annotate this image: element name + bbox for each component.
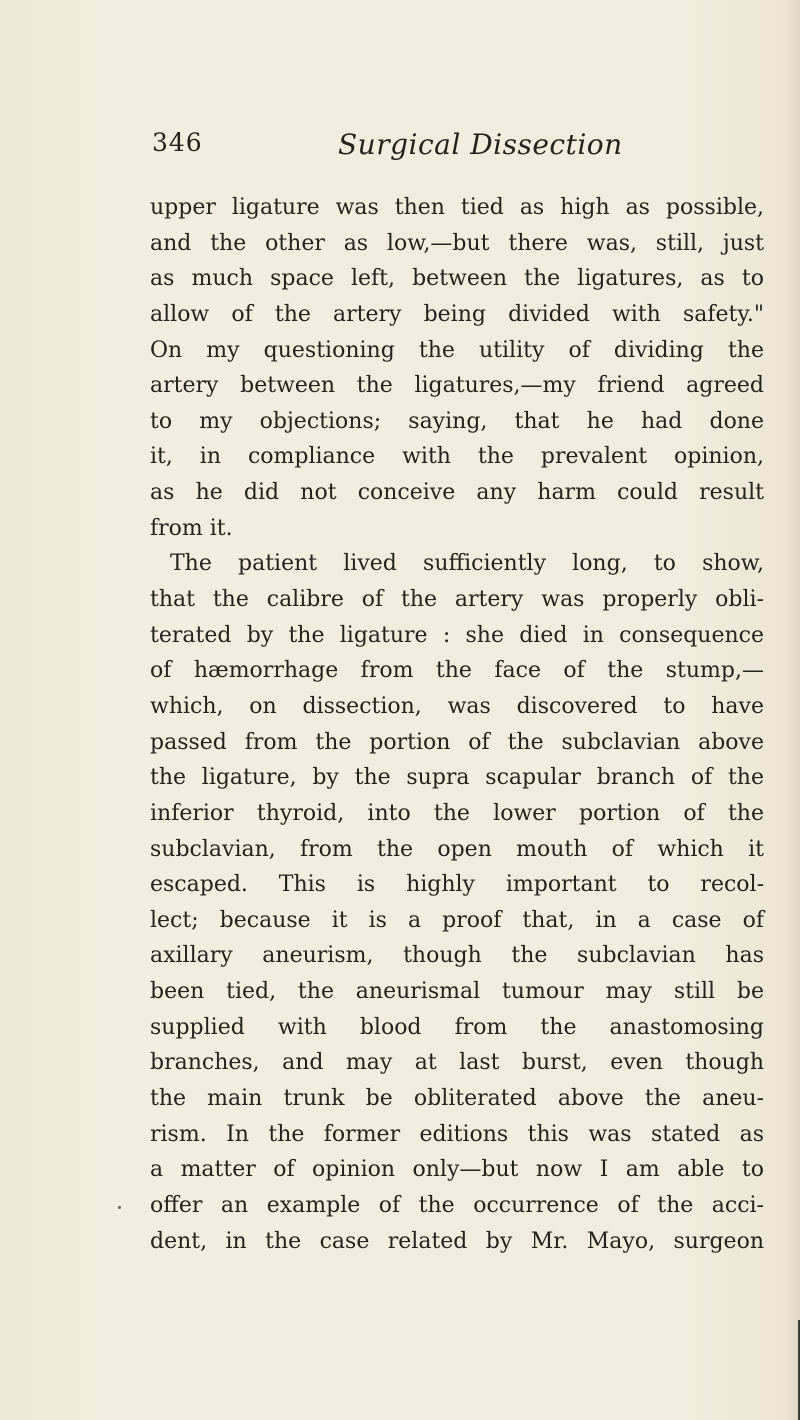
text-line: it, in compliance with the prevalent opinion,: [150, 444, 764, 470]
text-line: of hæmorrhage from the face of the stump,—: [150, 658, 764, 684]
text-line: passed from the portion of the subclavian above: [150, 729, 764, 755]
margin-mark: [118, 1206, 121, 1209]
text-line: On my questioning the utility of dividing the: [150, 337, 764, 363]
text-line: the ligature, by the supra scapular branch of the: [150, 765, 764, 791]
running-title: Surgical Dissection: [338, 128, 623, 161]
text-line: a matter of opinion only—but now I am able to: [150, 1157, 764, 1183]
text-line: offer an example of the occurrence of the acci-: [150, 1192, 764, 1218]
text-line: been tied, the aneurismal tumour may still be: [150, 979, 764, 1005]
text-line: branches, and may at last burst, even though: [150, 1050, 764, 1076]
text-line: to my objections; saying, that he had done: [150, 408, 764, 434]
page-edge-shadow: [786, 0, 800, 1420]
page-number: 346: [152, 128, 203, 157]
paragraph-first-line: The patient lived sufficiently long, to show,: [170, 551, 764, 577]
text-line: terated by the ligature : she died in consequence: [150, 622, 764, 648]
text-line: inferior thyroid, into the lower portion of the: [150, 800, 764, 826]
text-line: subclavian, from the open mouth of which it: [150, 836, 764, 862]
text-line: axillary aneurism, though the subclavian has: [150, 943, 764, 969]
text-line: the main trunk be obliterated above the aneu-: [150, 1086, 764, 1112]
text-line: as he did not conceive any harm could result: [150, 480, 764, 506]
text-line: supplied with blood from the anastomosing: [150, 1014, 764, 1040]
text-line: artery between the ligatures,—my friend agreed: [150, 373, 764, 399]
text-line: and the other as low,—but there was, still, just: [150, 230, 764, 256]
text-line: rism. In the former editions this was stated as: [150, 1121, 764, 1147]
text-line: upper ligature was then tied as high as possible,: [150, 195, 764, 220]
text-line: which, on dissection, was discovered to have: [150, 693, 764, 719]
text-line: lect; because it is a proof that, in a case of: [150, 907, 764, 933]
text-line: allow of the artery being divided with safety.": [150, 301, 764, 327]
text-line: that the calibre of the artery was properly obli-: [150, 587, 764, 613]
running-head: [152, 128, 752, 168]
text-line: dent, in the case related by Mr. Mayo, surgeon: [150, 1228, 764, 1254]
body-text: [150, 190, 764, 1259]
text-line: from it.: [150, 515, 233, 541]
text-line: escaped. This is highly important to recol-: [150, 872, 764, 898]
text-line: as much space left, between the ligatures, as to: [150, 266, 764, 292]
